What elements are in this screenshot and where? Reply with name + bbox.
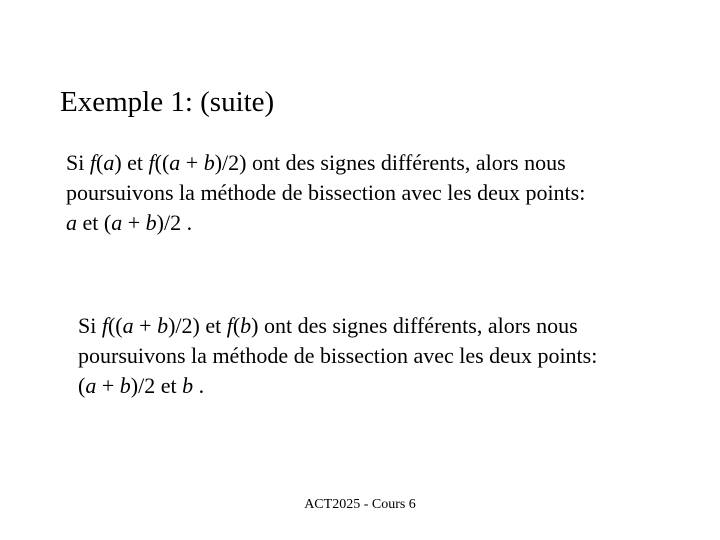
paragraph-first-line-1: Si f(a) et f((a + b)/2) ont des signes différents, alors nous bbox=[66, 150, 566, 175]
paragraph-second-case bbox=[78, 311, 597, 401]
paragraph-second-line-2: poursuivons la méthode de bissection avec les deux points: bbox=[78, 343, 598, 368]
slide-title: Exemple 1: (suite) bbox=[60, 86, 275, 118]
paragraph-first-line-3: a et (a + b)/2 . bbox=[66, 210, 193, 235]
paragraph-first-line-2: poursuivons la méthode de bissection avec les deux points: bbox=[66, 180, 586, 205]
paragraph-second-line-3: (a + b)/2 et b . bbox=[78, 373, 205, 398]
slide-footer: ACT2025 - Cours 6 bbox=[304, 497, 416, 512]
paragraph-second-line-1: Si f((a + b)/2) et f(b) ont des signes différents, alors nous bbox=[78, 313, 578, 338]
paragraph-first-case bbox=[66, 148, 585, 238]
